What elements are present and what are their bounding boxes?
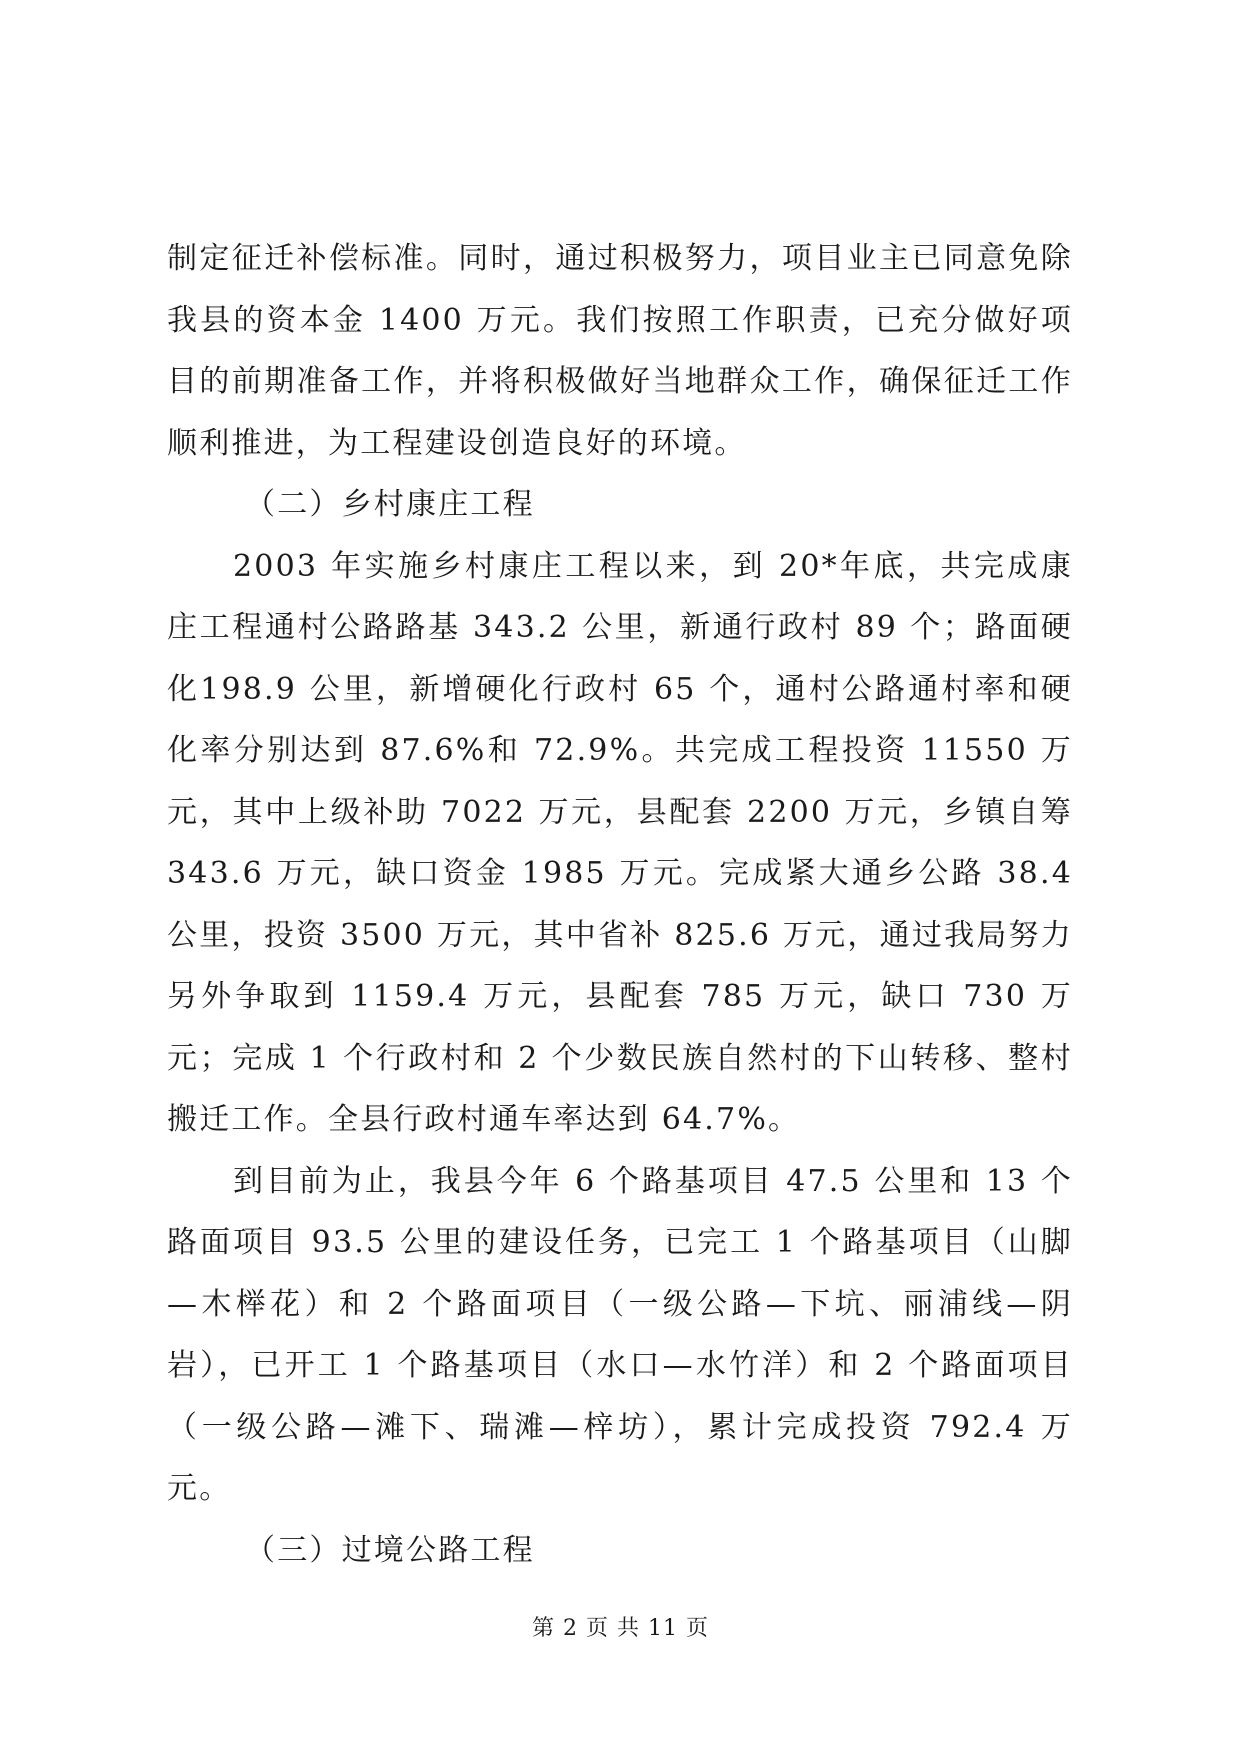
paragraph-progress: 到目前为止，我县今年 6 个路基项目 47.5 公里和 13 个路面项目 93.5 公里的建设任务，已完工 1 个路基项目（山脚—木榉花）和 2 个路面项目（一级公路—下坑、丽浦线—阴岩），已开工 1 个路基项目（水口—水竹洋）和 2 个路面项目（一级公路—滩下、瑞滩—梓坊），累计完成投资 792.4 万元。 xyxy=(167,1163,1073,1506)
section-heading-2: （二）乡村康庄工程 xyxy=(245,487,535,522)
paragraph-kangzhuang: 2003 年实施乡村康庄工程以来，到 20*年底，共完成康庄工程通村公路路基 343.2 公里，新通行政村 89 个；路面硬化198.9 公里，新增硬化行政村 65 个，通村公路通村率和硬化率分别达到 87.6%和 72.9%。共完成工程投资 11550 万元，其中上级补助 7022 万元，县配套 2200 万元，乡镇自筹 343.6 万元，缺口资金 1985 万元。完成紧大通乡公路 38.4 公里，投资 3500 万元，其中省补 825.6 万元，通过我局努力另外争取到 1159.4 万元，县配套 785 万元，缺口 730 万元；完成 1 个行政村和 2 个少数民族自然村的下山转移、整村搬迁工作。全县行政村通车率达到 64.7%。 xyxy=(167,548,1073,1137)
body-text xyxy=(167,228,1073,1581)
paragraph-continued: 制定征迁补偿标准。同时，通过积极努力，项目业主已同意免除我县的资本金 1400 万元。我们按照工作职责，已充分做好项目的前期准备工作，并将积极做好当地群众工作，确保征迁工作顺利推进，为工程建设创造良好的环境。 xyxy=(167,241,1073,461)
section-heading-3: （三）过境公路工程 xyxy=(245,1532,535,1568)
page-footer: 第 2 页 共 11 页 xyxy=(532,1616,709,1641)
